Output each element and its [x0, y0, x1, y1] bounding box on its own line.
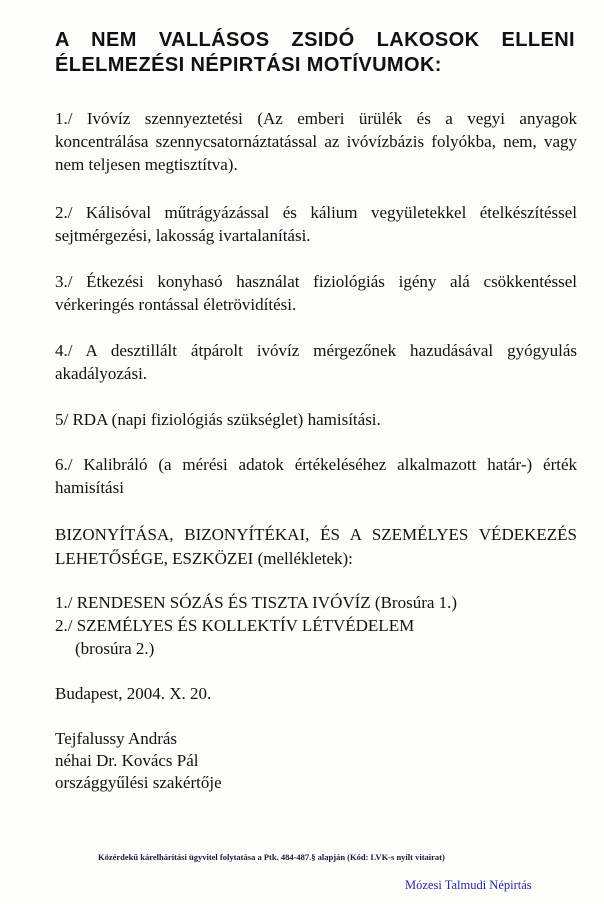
list-item-2: 2./ Kálisóval műtrágyázással és kálium vegyületekkel ételkészítéssel sejtmérgezési, lakosság ivartalanítási.	[55, 203, 577, 245]
proof-heading	[55, 523, 577, 571]
proof-heading-main: BIZONYÍTÁSA, BIZONYÍTÉKAI, ÉS A SZEMÉLYES VÉDEKEZÉS LEHETŐSÉGE, ESZKÖZEI	[55, 525, 577, 568]
reference-2-title: 2./ SZEMÉLYES ÉS KOLLEKTÍV LÉTVÉDELEM	[55, 616, 415, 635]
list-item-1: 1./ Ivóvíz szennyeztetési (Az emberi ürülék és a vegyi anyagok koncentrálása szennycsatornáztatással az ivóvízbázis folyókba, nem, vagy nem teljesen megtisztítva).	[55, 109, 577, 174]
reference-2-continuation: (brosúra 2.)	[75, 639, 155, 658]
signature-name: Tejfalussy András	[55, 729, 178, 748]
footer-signature: Mózesi Talmudi Népirtás	[405, 878, 532, 892]
signature-line-2: néhai Dr. Kovács Pál	[55, 751, 199, 770]
title-line-1: A NEM VALLÁSOS ZSIDÓ LAKOSOK ELLENI	[55, 29, 575, 51]
list-item-4: 4./ A desztillált átpárolt ivóvíz mérgezőnek hazudásával gyógyulás akadályozási.	[55, 341, 577, 383]
title-line-2: ÉLELMEZÉSI NÉPIRTÁSI MOTÍVUMOK:	[55, 54, 442, 76]
document-title	[55, 28, 575, 78]
place-date: Budapest, 2004. X. 20.	[55, 684, 212, 703]
list-item-3: 3./ Étkezési konyhasó használat fiziológiás igény alá csökkentéssel vérkeringés rontással életrövidítési.	[55, 272, 577, 314]
footer-note: Közérdekű kárelhárítási ügyvitel folytatása a Ptk. 484-487.§ alapján (Kód: LVK-s nyílt vitairat)	[98, 852, 445, 862]
signature-line-3: országgyűlési szakértője	[55, 773, 222, 792]
proof-heading-suffix: (mellékletek):	[253, 549, 353, 568]
reference-2	[55, 614, 577, 660]
list-item-5: 5/ RDA (napi fiziológiás szükséglet) hamisítási.	[55, 410, 381, 429]
signature-block	[55, 728, 222, 794]
list-item-6: 6./ Kalibráló (a mérési adatok értékeléséhez alkalmazott határ-) érték hamisítási	[55, 455, 577, 497]
reference-1: 1./ RENDESEN SÓZÁS ÉS TISZTA IVÓVÍZ (Brosúra 1.)	[55, 593, 458, 612]
